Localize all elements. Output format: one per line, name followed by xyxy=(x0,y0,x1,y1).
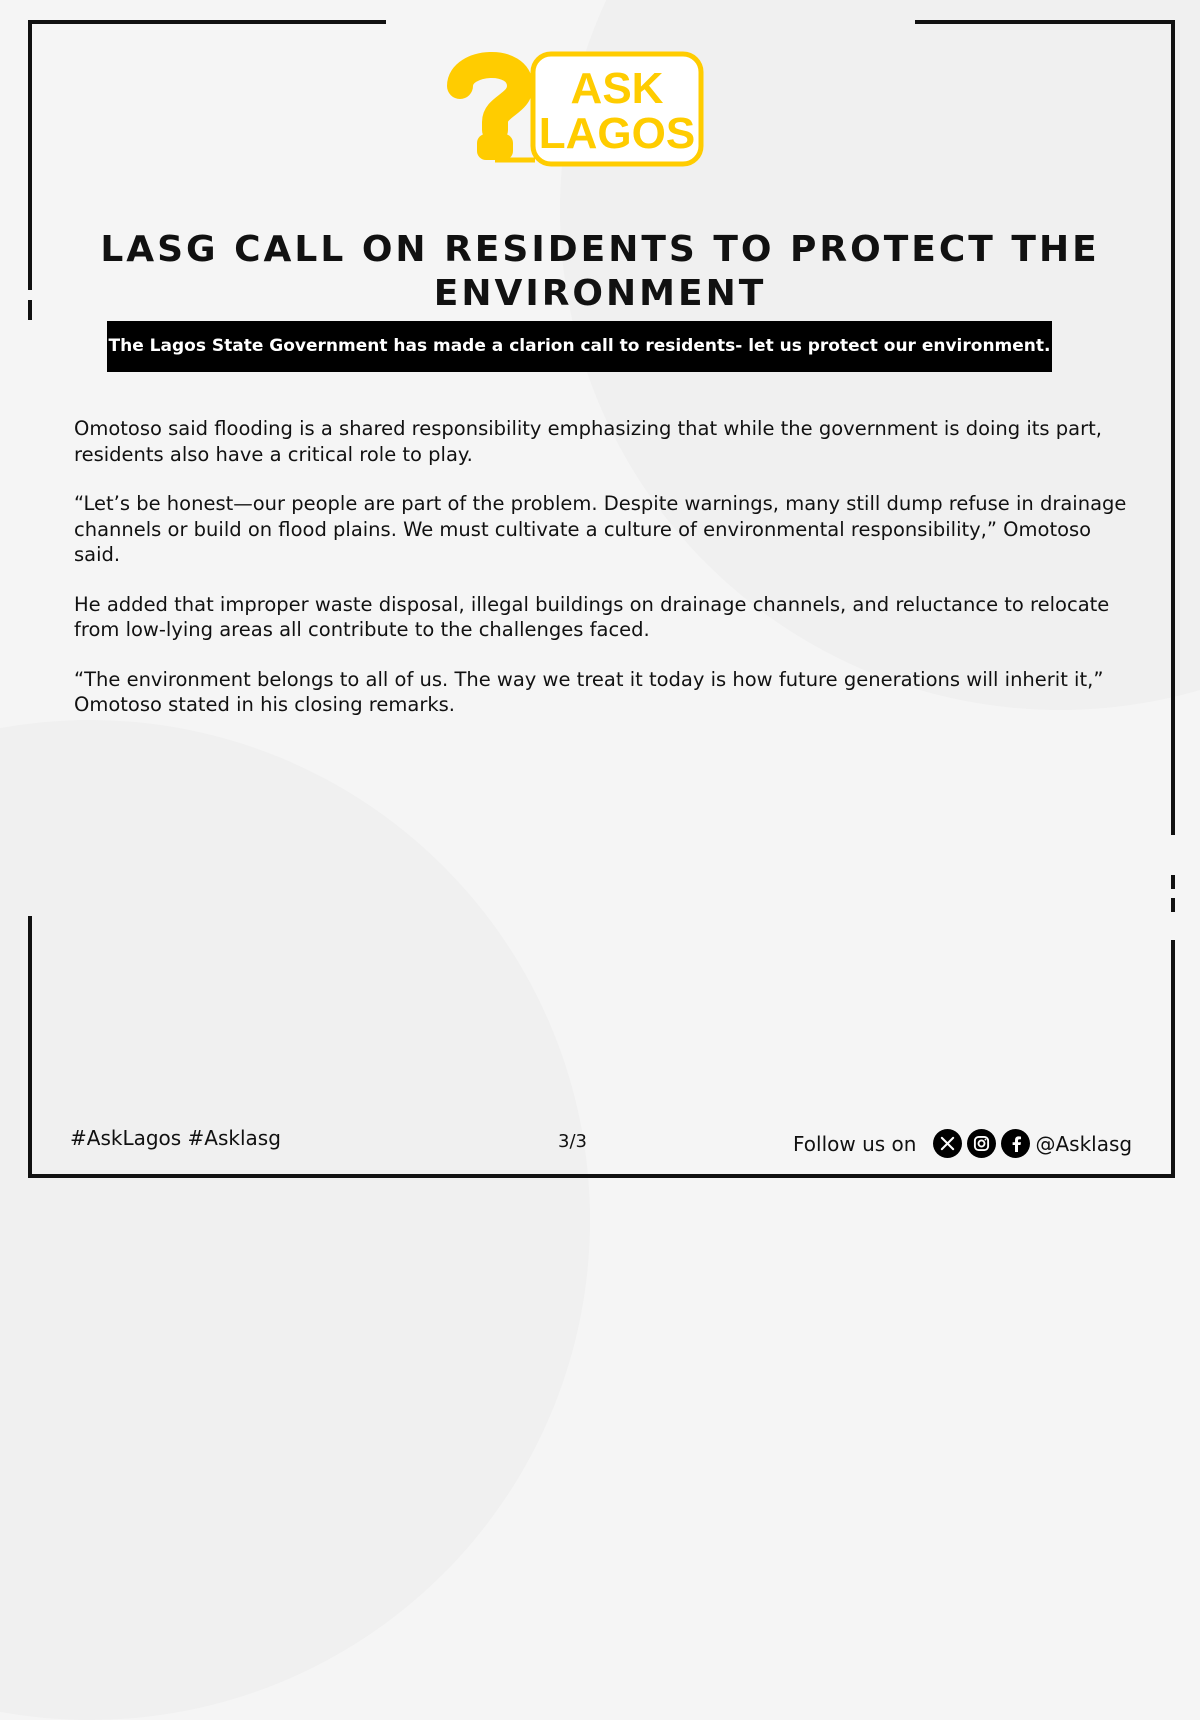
page-title: LASG CALL ON RESIDENTS TO PROTECT THE ENVIRONMENT xyxy=(100,229,1100,314)
follow-label: Follow us on xyxy=(793,1131,917,1156)
article-body xyxy=(74,416,1134,742)
question-mark-dot xyxy=(477,134,513,160)
paragraph: Omotoso said flooding is a shared responsibility emphasizing that while the government is doing its part, residents also have a critical role to play. xyxy=(74,417,1102,466)
social-follow xyxy=(793,1129,1132,1158)
frame-right xyxy=(1171,20,1175,835)
instagram-icon[interactable] xyxy=(967,1129,996,1158)
frame-left-tick xyxy=(28,300,32,320)
logo-text-line2: LAGOS xyxy=(538,109,696,158)
social-handle[interactable]: @Asklasg xyxy=(1035,1131,1133,1156)
frame-top-left xyxy=(28,20,386,24)
paragraph: “The environment belongs to all of us. The way we treat it today is how future generations will inherit it,” Omotoso stated in his closing remarks. xyxy=(74,667,1104,716)
hashtags: #AskLagos #Asklasg xyxy=(70,1126,281,1150)
logo-graphic xyxy=(440,48,710,170)
frame-bottom-right-vertical xyxy=(1171,940,1175,1178)
frame-bottom-left-vertical xyxy=(28,916,32,1178)
frame-left xyxy=(28,20,32,290)
frame-bottom xyxy=(28,1174,1175,1178)
paragraph: “Let’s be honest—our people are part of the problem. Despite warnings, many still dump refuse in drainage channels or build on flood plains. We must cultivate a culture of environmental responsibility,” Omotoso said. xyxy=(74,492,1127,566)
question-mark-icon xyxy=(460,65,520,130)
paragraph: He added that improper waste disposal, illegal buildings on drainage channels, and reluctance to relocate from low-lying areas all contribute to the challenges faced. xyxy=(74,592,1110,641)
logo-text-line1: ASK xyxy=(570,64,664,113)
ask-lagos-logo xyxy=(440,48,710,170)
page-indicator: 3/3 xyxy=(558,1131,587,1152)
subtitle-banner: The Lagos State Government has made a clarion call to residents- let us protect our environment. xyxy=(107,321,1052,372)
frame-right-tick-1 xyxy=(1171,875,1175,889)
x-icon[interactable] xyxy=(933,1129,962,1158)
frame-top-right xyxy=(915,20,1175,24)
facebook-icon[interactable] xyxy=(1001,1129,1030,1158)
frame-right-tick-2 xyxy=(1171,898,1175,912)
background-circle-bottom-left xyxy=(0,720,590,1720)
